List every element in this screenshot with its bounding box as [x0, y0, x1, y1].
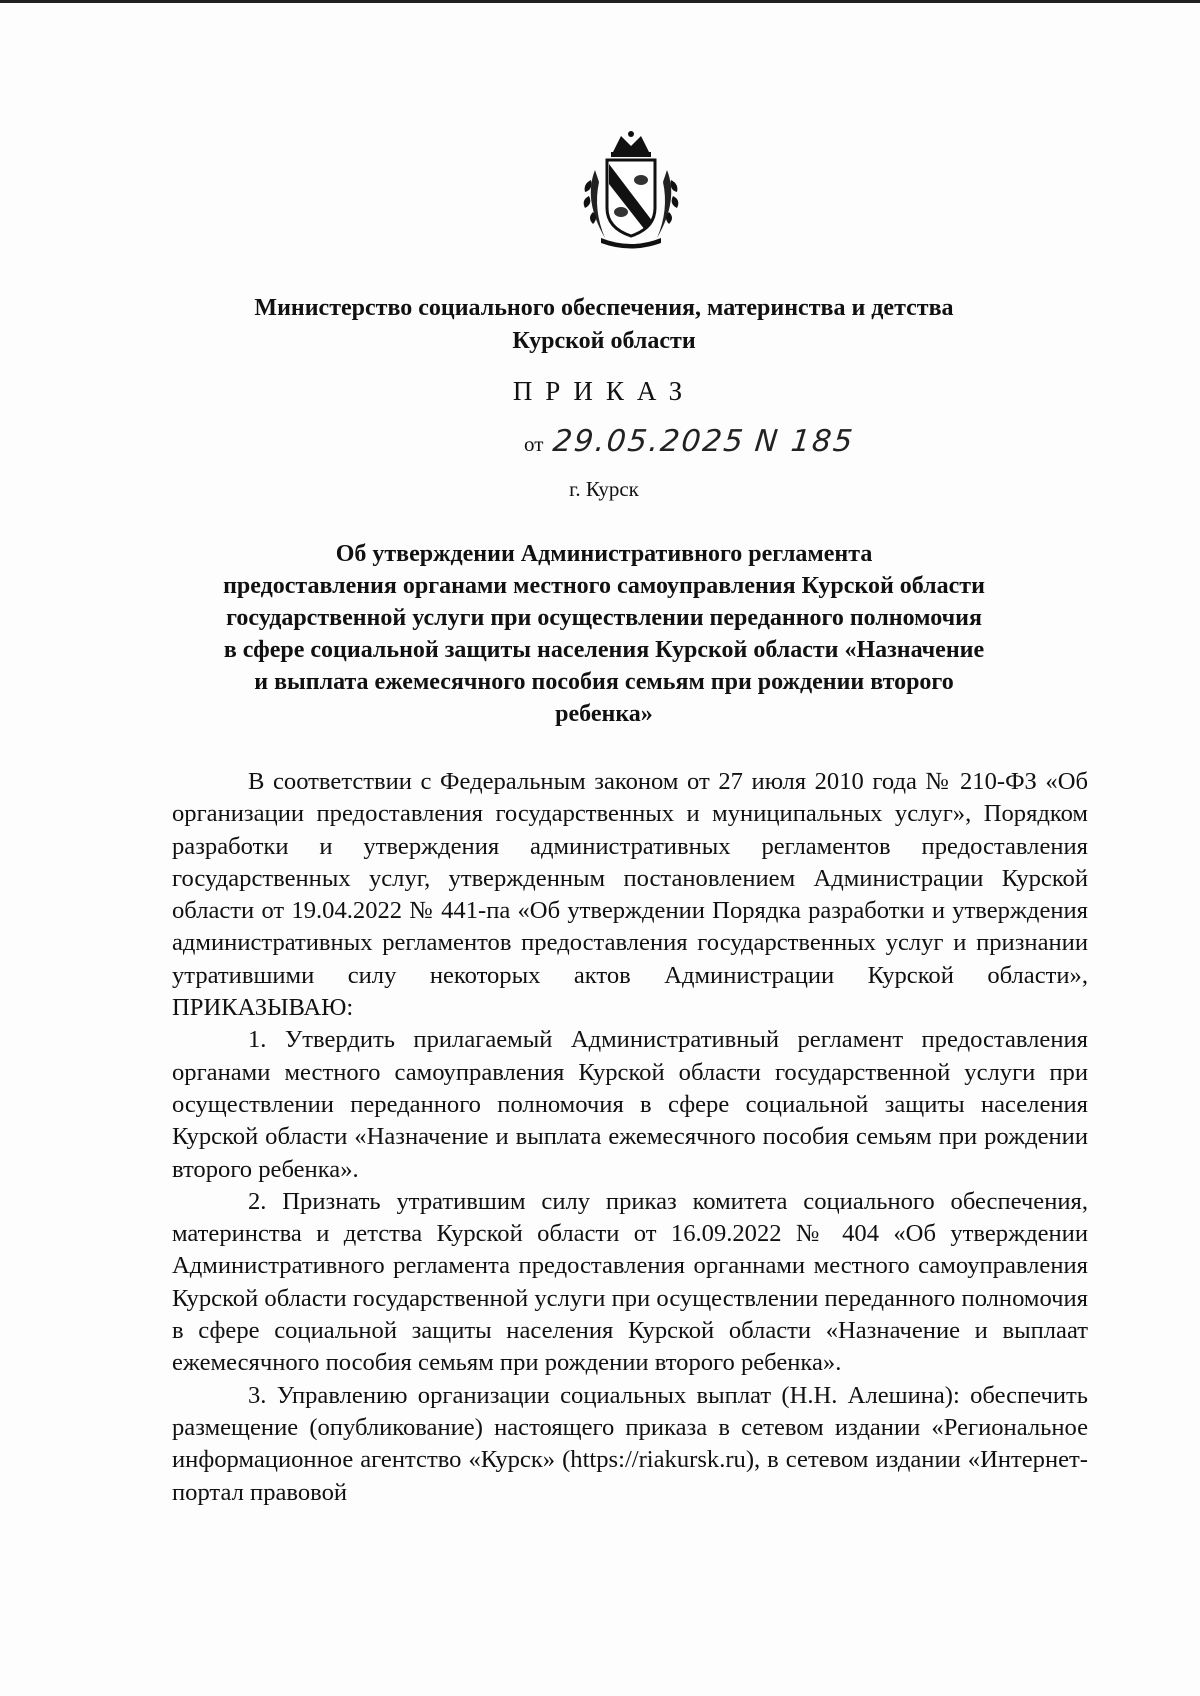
preamble-paragraph: В соответствии с Федеральным законом от 27 июля 2010 года № 210-ФЗ «Об организации предоставления государственных и муниципальных услуг», Порядком разработки и утверждения административных регламентов предоставления государственных услуг, утвержденным постановлением Администрации Курской области от 19.04.2022 № 441-па «Об утверждении Порядка разработки и утверждения административных регламентов предоставления государственных услуг и признании утратившими силу некоторых актов Администрации Курской области», ПРИКАЗЫВАЮ: [172, 768, 1088, 1022]
order-date-number [524, 424, 857, 459]
title-line: ребенка» [555, 701, 653, 727]
date-prefix: от [524, 432, 544, 456]
document-title [168, 538, 1040, 730]
coat-of-arms-icon [565, 130, 697, 250]
title-line: предоставления органами местного самоуправления Курской области [223, 573, 985, 599]
handwritten-number: N 185 [753, 424, 857, 459]
document-body [172, 766, 1088, 1509]
title-line: в сфере социальной защиты населения Курской области «Назначение [223, 637, 985, 663]
handwritten-date: 29.05.2025 [551, 424, 748, 459]
order-item-3: 3. Управлению организации социальных выплат (Н.Н. Алешина): обеспечить размещение (опубликование) настоящего приказа в сетевом издании «Региональное информационное агентство «Курск» (https://riakursk.ru), в сетевом издании «Интернет-портал правовой [172, 1381, 1088, 1506]
city: г. Курск [569, 477, 639, 501]
ministry-name-line2: Курской области [512, 328, 696, 354]
title-line: Об утверждении Административного регламента [335, 541, 873, 567]
ministry-header [150, 292, 1058, 358]
title-line: государственной услуги при осуществлении переданного полномочия [226, 605, 982, 631]
document-type: ПРИКАЗ [512, 376, 696, 406]
order-item-2: 2. Признать утратившим силу приказ комитета социального обеспечения, материнства и детства Курской области от 16.09.2022 № 404 «Об утверждении Административного регламента предоставления органнами местного самоуправления Курской области государственной услуги при осуществлении переданного полномочия в сфере социальной защиты населения Курской области «Назначение и выплаат ежемесячного пособия семьям при рождении второго ребенка». [172, 1187, 1088, 1377]
scan-edge [0, 0, 1200, 3]
title-line: и выплата ежемесячного пособия семьям при рождении второго [254, 669, 954, 695]
order-item-1: 1. Утвердить прилагаемый Административный регламент предоставления органами местного самоуправления Курской области государственной услуги при осуществлении переданного полномочия в сфере социальной защиты населения Курской области «Назначение и выплата ежемесячного пособия семьям при рождении второго ребенка». [172, 1026, 1088, 1183]
ministry-name-line1: Министерство социального обеспечения, материнства и детства [254, 295, 954, 321]
